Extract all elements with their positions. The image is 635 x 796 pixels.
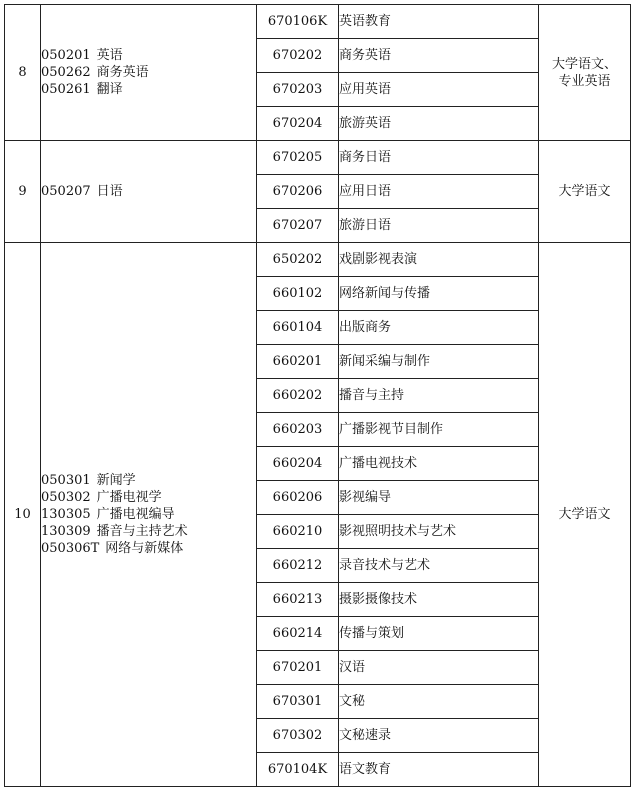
undergrad-major — [41, 523, 256, 540]
undergrad-major-name: 日语 — [96, 184, 123, 199]
vocational-major-name: 应用日语 — [339, 175, 539, 209]
vocational-major-name: 语文教育 — [339, 753, 539, 787]
undergrad-major-name: 翻译 — [96, 82, 123, 97]
vocational-major-name: 广播影视节目制作 — [339, 413, 539, 447]
undergrad-major-name: 英语 — [96, 48, 123, 63]
vocational-major-code: 660212 — [257, 549, 339, 583]
undergrad-major — [41, 47, 256, 64]
vocational-major-name: 出版商务 — [339, 311, 539, 345]
vocational-major-name: 商务日语 — [339, 141, 539, 175]
vocational-major-name: 网络新闻与传播 — [339, 277, 539, 311]
vocational-major-code: 670205 — [257, 141, 339, 175]
vocational-major-name: 影视照明技术与艺术 — [339, 515, 539, 549]
undergrad-major-name: 广播电视编导 — [96, 507, 175, 522]
group-index: 8 — [5, 5, 41, 141]
vocational-major-name: 传播与策划 — [339, 617, 539, 651]
vocational-major-name: 戏剧影视表演 — [339, 243, 539, 277]
vocational-major-name: 文秘速录 — [339, 719, 539, 753]
vocational-major-code: 660204 — [257, 447, 339, 481]
table-body — [5, 5, 631, 787]
vocational-major-name: 应用英语 — [339, 73, 539, 107]
table-row — [5, 243, 631, 277]
undergrad-majors-cell — [41, 5, 257, 141]
undergrad-majors-cell — [41, 243, 257, 787]
vocational-major-name: 英语教育 — [339, 5, 539, 39]
undergrad-major — [41, 489, 256, 506]
vocational-major-code: 670207 — [257, 209, 339, 243]
undergrad-major — [41, 472, 256, 489]
vocational-major-name: 录音技术与艺术 — [339, 549, 539, 583]
vocational-major-code: 660206 — [257, 481, 339, 515]
exam-subject: 大学语文、 — [551, 56, 617, 72]
vocational-major-name: 汉语 — [339, 651, 539, 685]
vocational-major-code: 660104 — [257, 311, 339, 345]
vocational-major-code: 660102 — [257, 277, 339, 311]
major-mapping-table — [4, 4, 631, 787]
vocational-major-code: 670201 — [257, 651, 339, 685]
vocational-major-code: 660202 — [257, 379, 339, 413]
undergrad-major-code: 130305 — [41, 507, 91, 522]
exam-subject: 专业英语 — [558, 73, 611, 89]
vocational-major-name: 新闻采编与制作 — [339, 345, 539, 379]
vocational-major-code: 660213 — [257, 583, 339, 617]
undergrad-majors-cell — [41, 141, 257, 243]
table-row — [5, 5, 631, 39]
undergrad-major — [41, 540, 256, 557]
undergrad-major-code: 050306T — [41, 541, 100, 556]
vocational-major-code: 660210 — [257, 515, 339, 549]
undergrad-major-name: 播音与主持艺术 — [96, 524, 188, 539]
vocational-major-code: 670302 — [257, 719, 339, 753]
vocational-major-name: 影视编导 — [339, 481, 539, 515]
vocational-major-name: 播音与主持 — [339, 379, 539, 413]
vocational-major-code: 670106K — [257, 5, 339, 39]
vocational-major-code: 670301 — [257, 685, 339, 719]
undergrad-major — [41, 506, 256, 523]
undergrad-major-name: 网络与新媒体 — [105, 541, 184, 556]
undergrad-major-name: 新闻学 — [96, 473, 136, 488]
exam-subjects-cell — [539, 5, 631, 141]
undergrad-major-code: 050201 — [41, 48, 91, 63]
exam-subjects-cell — [539, 243, 631, 787]
group-index: 10 — [5, 243, 41, 787]
undergrad-major-name: 广播电视学 — [96, 490, 162, 505]
vocational-major-code: 660214 — [257, 617, 339, 651]
vocational-major-name: 摄影摄像技术 — [339, 583, 539, 617]
vocational-major-code: 670104K — [257, 753, 339, 787]
vocational-major-name: 文秘 — [339, 685, 539, 719]
undergrad-major-code: 050301 — [41, 473, 91, 488]
vocational-major-name: 商务英语 — [339, 39, 539, 73]
undergrad-major-code: 050262 — [41, 65, 91, 80]
undergrad-major-code: 050207 — [41, 184, 91, 199]
undergrad-major-name: 商务英语 — [96, 65, 149, 80]
undergrad-major-code: 130309 — [41, 524, 91, 539]
exam-subject: 大学语文 — [558, 184, 611, 199]
undergrad-major — [41, 183, 256, 200]
vocational-major-name: 旅游英语 — [339, 107, 539, 141]
vocational-major-code: 660203 — [257, 413, 339, 447]
vocational-major-code: 650202 — [257, 243, 339, 277]
vocational-major-code: 670202 — [257, 39, 339, 73]
group-index: 9 — [5, 141, 41, 243]
undergrad-major — [41, 81, 256, 98]
vocational-major-code: 660201 — [257, 345, 339, 379]
vocational-major-name: 广播电视技术 — [339, 447, 539, 481]
undergrad-major-code: 050302 — [41, 490, 91, 505]
table-row — [5, 141, 631, 175]
undergrad-major-code: 050261 — [41, 82, 91, 97]
exam-subjects-cell — [539, 141, 631, 243]
vocational-major-code: 670206 — [257, 175, 339, 209]
undergrad-major — [41, 64, 256, 81]
vocational-major-code: 670203 — [257, 73, 339, 107]
vocational-major-name: 旅游日语 — [339, 209, 539, 243]
vocational-major-code: 670204 — [257, 107, 339, 141]
exam-subject: 大学语文 — [558, 507, 611, 522]
